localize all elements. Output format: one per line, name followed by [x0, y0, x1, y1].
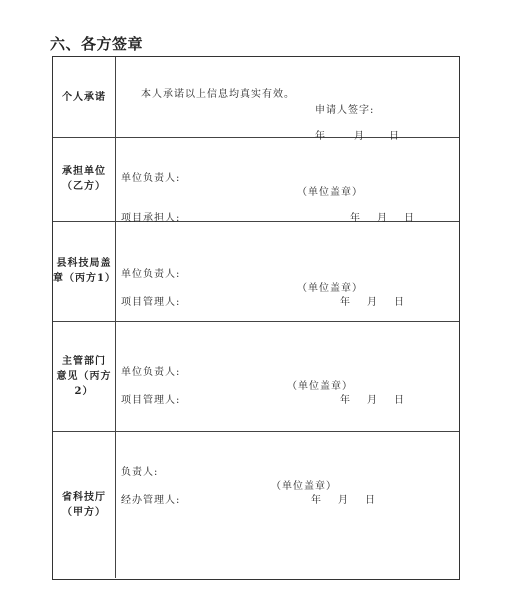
leader-label: 单位负责人: [121, 269, 181, 280]
manager-label: 项目管理人: [121, 297, 181, 308]
row-provincial-tech-department [53, 431, 459, 578]
date-line: 年 月 日 [315, 131, 400, 142]
seal-label: （单位盖章） [271, 481, 337, 492]
leader-label: 负责人: [121, 467, 159, 478]
row-county-tech-bureau [53, 221, 459, 322]
seal-label: （单位盖章） [297, 283, 363, 294]
manager-label: 经办管理人: [121, 495, 181, 506]
date-line: 年 月 日 [340, 395, 405, 406]
date-line: 年 月 日 [311, 495, 376, 506]
date-line: 年 月 日 [340, 297, 405, 308]
seal-label: （单位盖章） [287, 381, 353, 392]
commitment-text: 本人承诺以上信息均真实有效。 [141, 89, 295, 100]
section-title: 六、各方签章 [50, 35, 144, 53]
row-label: 主管部门 意见（丙方 2） [53, 321, 116, 431]
leader-label: 单位负责人: [121, 173, 181, 184]
manager-label: 项目管理人: [121, 395, 181, 406]
row-label: 个人承诺 [53, 57, 116, 137]
date-line: 年 月 日 [350, 213, 415, 224]
row-undertaking-unit [53, 137, 459, 222]
seal-label: （单位盖章） [297, 187, 363, 198]
row-label: 省科技厅 （甲方） [53, 431, 116, 578]
row-competent-department [53, 321, 459, 432]
row-personal-commitment [53, 57, 459, 142]
row-label: 县科技局盖 章（丙方1） [53, 221, 116, 321]
signature-table [52, 56, 460, 580]
leader-label: 单位负责人: [121, 367, 181, 378]
row-label: 承担单位 （乙方） [53, 137, 116, 221]
manager-label: 项目承担人: [121, 213, 181, 224]
applicant-signature-label: 申请人签字: [315, 105, 375, 116]
